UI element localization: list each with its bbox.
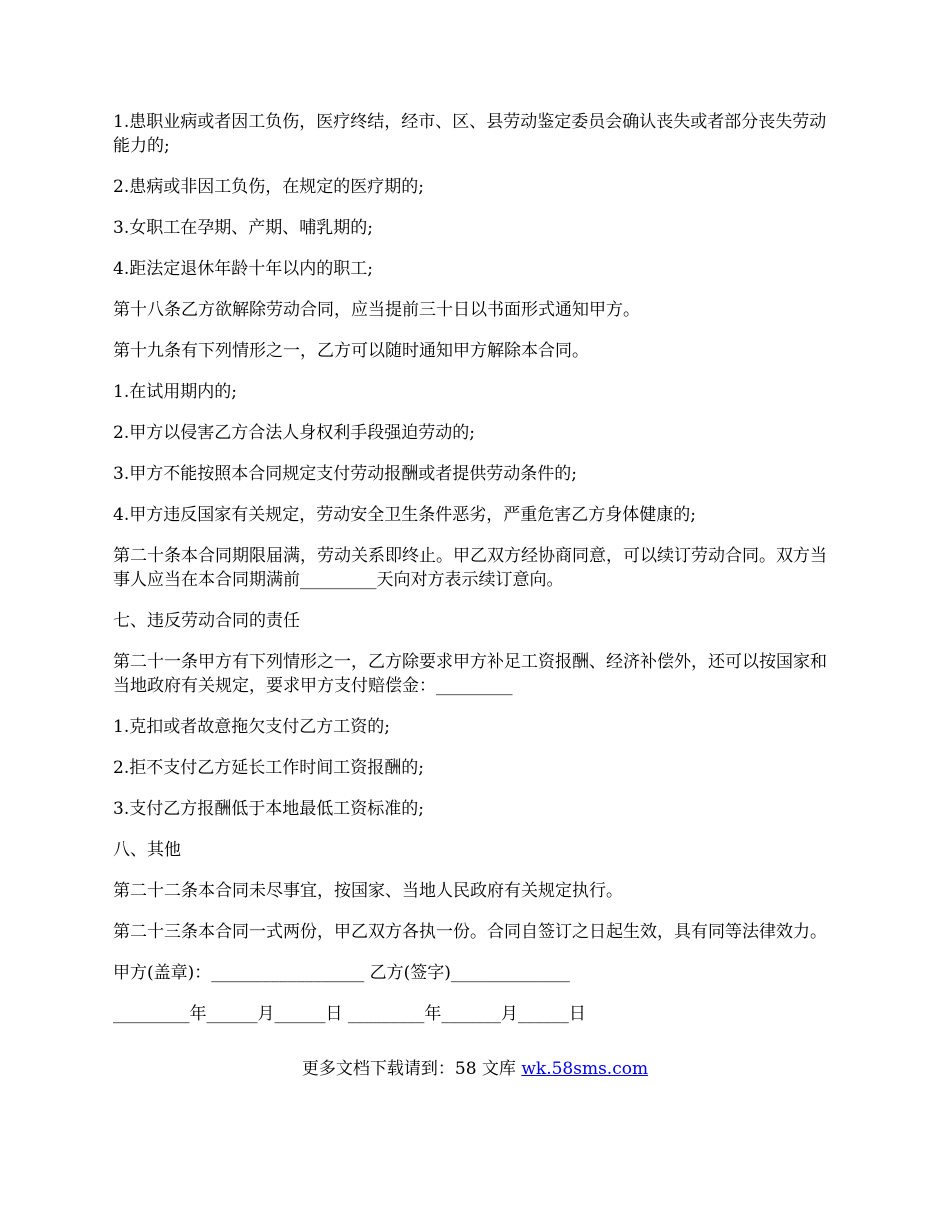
clause-item: 1.克扣或者故意拖欠支付乙方工资的; xyxy=(113,717,390,737)
clause-item: 2.拒不支付乙方延长工作时间工资报酬的; xyxy=(113,758,424,778)
clause-item: 1.在试用期内的; xyxy=(113,382,237,402)
date-line: _________年______月______日 _________年_______月______日 xyxy=(113,1004,586,1024)
clause-article-20: 第二十条本合同期限届满，劳动关系即终止。甲乙双方经协商同意，可以续订劳动合同。双方当事人应当在本合同期满前_________天向对方表示续订意向。 xyxy=(113,546,827,590)
section-heading-8: 八、其他 xyxy=(113,840,181,860)
signature-line: 甲方(盖章)：__________________ 乙方(签字)______________ xyxy=(113,963,570,983)
clause-item: 3.甲方不能按照本合同规定支付劳动报酬或者提供劳动条件的; xyxy=(113,464,577,484)
clause-article-21: 第二十一条甲方有下列情形之一，乙方除要求甲方补足工资报酬、经济补偿外，还可以按国家和当地政府有关规定，要求甲方支付赔偿金：_________ xyxy=(113,652,827,696)
clause-item: 1.患职业病或者因工负伤，医疗终结，经市、区、县劳动鉴定委员会确认丧失或者部分丧失劳动能力的; xyxy=(113,112,827,156)
clause-item: 2.甲方以侵害乙方合法人身权利手段强迫劳动的; xyxy=(113,423,475,443)
footer xyxy=(0,1057,950,1081)
document-body xyxy=(113,110,838,1043)
footer-text: 更多文档下载请到：58 文库 xyxy=(301,1059,522,1079)
clause-item: 4.甲方违反国家有关规定，劳动安全卫生条件恶劣，严重危害乙方身体健康的; xyxy=(113,505,696,525)
clause-item: 3.支付乙方报酬低于本地最低工资标准的; xyxy=(113,799,424,819)
footer-link[interactable]: wk.58sms.com xyxy=(521,1059,649,1079)
clause-item: 4.距法定退休年龄十年以内的职工; xyxy=(113,259,373,279)
clause-article-18: 第十八条乙方欲解除劳动合同，应当提前三十日以书面形式通知甲方。 xyxy=(113,300,640,320)
clause-item: 3.女职工在孕期、产期、哺乳期的; xyxy=(113,218,373,238)
clause-article-19: 第十九条有下列情形之一，乙方可以随时通知甲方解除本合同。 xyxy=(113,341,589,361)
clause-article-23: 第二十三条本合同一式两份，甲乙双方各执一份。合同自签订之日起生效，具有同等法律效力。 xyxy=(113,922,827,942)
section-heading-7: 七、违反劳动合同的责任 xyxy=(113,611,300,631)
clause-item: 2.患病或非因工负伤，在规定的医疗期的; xyxy=(113,177,424,197)
clause-article-22: 第二十二条本合同未尽事宜，按国家、当地人民政府有关规定执行。 xyxy=(113,881,623,901)
